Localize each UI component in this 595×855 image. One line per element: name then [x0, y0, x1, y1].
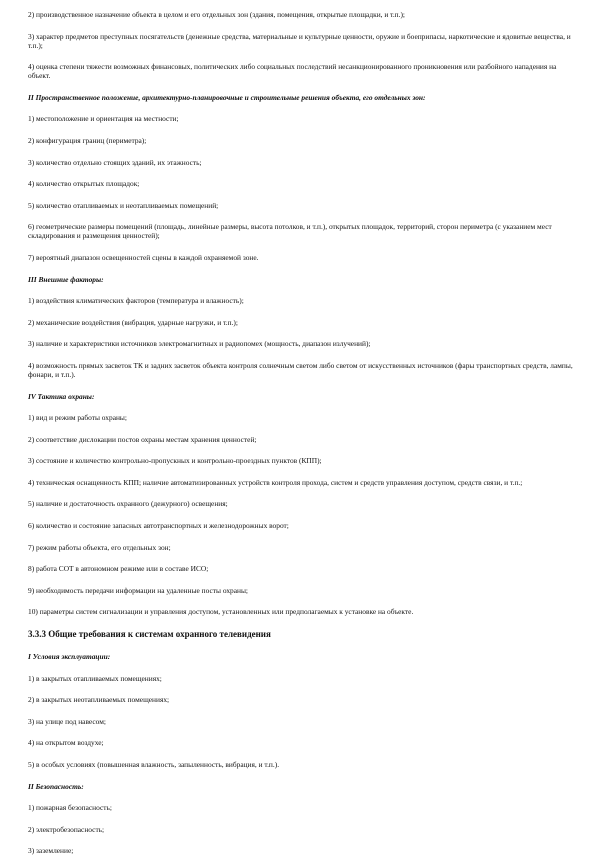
subsection-heading: IV Тактика охраны: [28, 391, 95, 401]
subsection-heading: II Пространственное положение, архитектурно-планировочные и строительные решения объекта, его отдельных зон: [28, 92, 426, 102]
paragraph: 5) количество отапливаемых и неотапливаемых помещений; [28, 200, 219, 210]
paragraph: 3) наличие и характеристики источников электромагнитных и радиопомех (мощность, диапазон излучений); [28, 339, 371, 349]
paragraph: 8) работа СОТ в автономном режиме или в составе ИСО; [28, 564, 209, 574]
paragraph: 4) на открытом воздухе; [28, 738, 104, 748]
paragraph: 6) геометрические размеры помещений (площадь, линейные размеры, высота потолков, и т.п.), открытых площадок, территорий, сторон периметра (с указанием мест складирования и размещения ценностей); [28, 222, 552, 241]
paragraph: 9) необходимость передачи информации на удаленные посты охраны; [28, 585, 248, 595]
paragraph: 3) на улице под навесом; [28, 716, 106, 726]
paragraph: 2) соответствие дислокации постов охраны местам хранения ценностей; [28, 434, 257, 444]
paragraph: 5) наличие и достаточность охранного (дежурного) освещения; [28, 499, 228, 509]
paragraph: 10) параметры систем сигнализации и управления доступом, установленных или предполагаемых к установке на объекте. [28, 607, 414, 617]
subsection-heading: I Условия эксплуатации: [28, 652, 111, 662]
subsection-heading: II Безопасность: [28, 781, 84, 791]
paragraph: 7) вероятный диапазон освещенностей сцены в каждой охраняемой зоне. [28, 252, 259, 262]
paragraph: 1) в закрытых отапливаемых помещениях; [28, 673, 162, 683]
paragraph: 1) вид и режим работы охраны; [28, 413, 127, 423]
subsection-heading: III Внешние факторы: [28, 274, 104, 284]
paragraph: 2) производственное назначение объекта в целом и его отдельных зон (здания, помещения, открытые площадки, и т.п.); [28, 10, 405, 19]
paragraph: 3) характер предметов преступных посягательств (денежные средства, материальные и культурные ценности, оружие и боеприпасы, наркотические и ядовитые вещества, и т.п.); [28, 31, 571, 50]
paragraph: 4) оценка степени тяжести возможных финансовых, политических либо социальных последствий несанкционированного проникновения или разбойного нападения на объект. [28, 62, 557, 81]
paragraph: 4) количество открытых площадок; [28, 179, 140, 189]
paragraph: 1) воздействия климатических факторов (температура и влажность); [28, 296, 244, 306]
paragraph: 2) конфигурация границ (периметра); [28, 135, 147, 145]
paragraph: 4) возможность прямых засветок ТК и задних засветок объекта контроля солнечным светом либо светом от искусственных источников (фары транспортных средств, лампы, фонари, и т.п.). [28, 360, 573, 379]
paragraph: 1) местоположение и ориентация на местности; [28, 114, 179, 124]
paragraph: 4) техническая оснащенность КПП; наличие автоматизированных устройств контроля прохода, систем и средств управления доступом, средств связи, и т.п.; [28, 477, 523, 487]
paragraph: 7) режим работы объекта, его отдельных зон; [28, 542, 171, 552]
paragraph: 3) заземление; [28, 846, 74, 855]
paragraph: 2) в закрытых неотапливаемых помещениях; [28, 695, 170, 705]
paragraph: 2) электробезопасность; [28, 824, 105, 834]
section-heading: 3.3.3 Общие требования к системам охранного телевидения [28, 629, 271, 640]
paragraph: 1) пожарная безопасность; [28, 803, 112, 813]
paragraph: 3) состояние и количество контрольно-пропускных и контрольно-проездных пунктов (КПП); [28, 456, 322, 466]
paragraph: 5) в особых условиях (повышенная влажность, запыленность, вибрация, и т.п.). [28, 760, 280, 769]
paragraph: 2) механические воздействия (вибрация, ударные нагрузки, и т.п.); [28, 317, 238, 327]
paragraph: 6) количество и состояние запасных автотранспортных и железнодорожных ворот; [28, 521, 289, 531]
paragraph: 3) количество отдельно стоящих зданий, их этажность; [28, 157, 202, 167]
